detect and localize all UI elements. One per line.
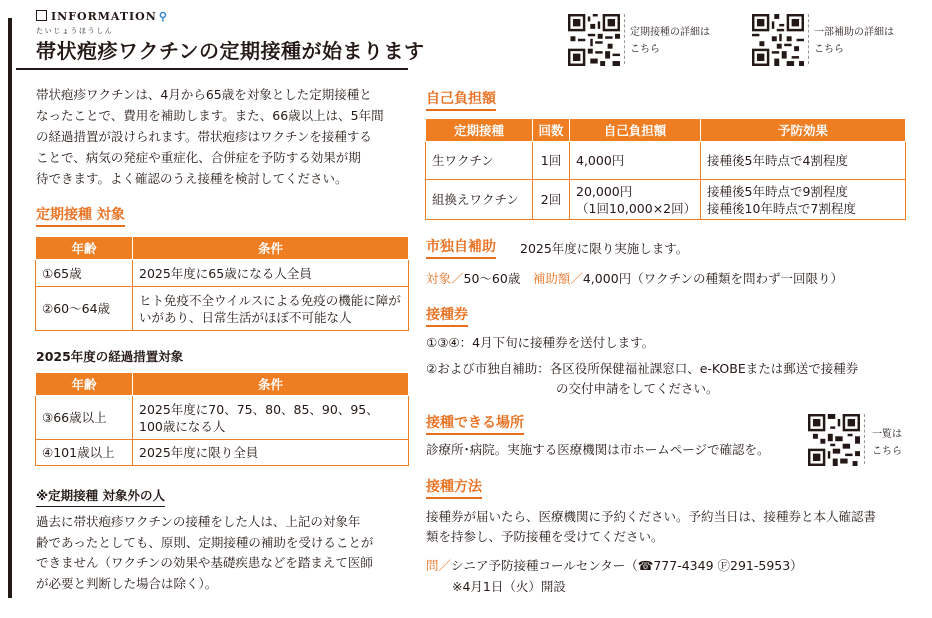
contact-line xyxy=(426,557,803,575)
voucher-line: の交付申請をしてください。 xyxy=(556,381,719,396)
table-header: 条件 xyxy=(133,373,409,396)
section-heading-subsidy: 市独自補助 xyxy=(426,238,496,259)
table-row xyxy=(36,440,409,466)
page-title: 帯状疱疹ワクチンの定期接種が始まります xyxy=(36,39,425,63)
transition-heading: 2025年度の経過措置対象 xyxy=(36,349,184,364)
qr-link-line1: 一部補助の詳細は xyxy=(814,27,894,38)
qr-link-text[interactable] xyxy=(872,426,902,460)
age-cell: ③66歳以上 xyxy=(36,396,133,440)
count-cell: 1回 xyxy=(533,142,570,180)
table-row xyxy=(426,180,906,220)
excluded-text: 過去に帯状疱疹ワクチンの接種をした人は、上記の対象年 齢であったとしても、原則、定期接種の補助を受けることが できません（ワクチンの効果や基礎疾患などを踏まえて医師 が必要と判断した場合は除く）。 xyxy=(36,514,374,591)
age-cell: ②60～64歳 xyxy=(36,287,133,331)
place-text: 診療所･病院。実施する医療機関は市ホームページで確認を。 xyxy=(426,442,770,457)
section-heading-method: 接種方法 xyxy=(426,478,482,499)
table-header: 定期接種 xyxy=(426,119,533,142)
excluded-heading: ※定期接種 対象外の人 xyxy=(36,486,165,507)
table-row xyxy=(426,142,906,180)
qr-link-line1: 一覧は xyxy=(872,429,902,440)
qr-divider xyxy=(808,14,809,64)
table-row xyxy=(36,396,409,440)
contact-note: ※4月1日（火）開設 xyxy=(452,579,566,594)
age-cell: ①65歳 xyxy=(36,260,133,287)
magnifier-icon: ⚲ xyxy=(158,10,168,23)
amount-label: 補助額／ xyxy=(532,271,583,286)
method-line: 類を持参し、予防接種を受けてください。 xyxy=(426,529,664,544)
qr-link-line2: こちら xyxy=(814,44,844,55)
condition-cell: ヒト免疫不全ウイルスによる免疫の機能に障がいがあり、日常生活がほぼ不可能な人 xyxy=(133,287,409,331)
checkbox-icon xyxy=(36,10,47,21)
amount-value: 4,000円（ワクチンの種類を問わず一回限り） xyxy=(582,271,844,286)
qr-code-icon[interactable] xyxy=(808,414,860,466)
effect-cell: 接種後5年時点で9割程度 接種後10年時点で7割程度 xyxy=(701,180,906,220)
vaccine-type-cell: 組換えワクチン xyxy=(426,180,533,220)
vaccine-type-cell: 生ワクチン xyxy=(426,142,533,180)
target-value: 50～60歳 xyxy=(463,271,521,286)
table-header: 年齢 xyxy=(36,237,133,260)
transition-table xyxy=(35,372,409,466)
title-ruby: たいじょうほうしん xyxy=(36,27,114,35)
voucher-line: ②および市独自補助：各区役所保健福祉課窓口、e-KOBEまたは郵送で接種券 xyxy=(426,361,859,376)
table-header: 条件 xyxy=(133,237,409,260)
voucher-line: ①③④：4月下旬に接種券を送付します。 xyxy=(426,335,655,350)
qr-link-line2: こちら xyxy=(872,446,902,457)
count-cell: 2回 xyxy=(533,180,570,220)
section-heading-voucher: 接種券 xyxy=(426,306,468,327)
section-heading-place: 接種できる場所 xyxy=(426,414,524,435)
target-table xyxy=(35,236,409,331)
table-row xyxy=(36,260,409,287)
condition-cell: 2025年度に限り全員 xyxy=(133,440,409,466)
qr-divider xyxy=(624,14,625,64)
subsidy-text: 2025年度に限り実施します。 xyxy=(520,241,689,256)
info-label xyxy=(36,10,168,23)
effect-cell: 接種後5年時点で4割程度 xyxy=(701,142,906,180)
qr-link-line2: こちら xyxy=(630,44,660,55)
qr-code-icon[interactable] xyxy=(568,14,620,66)
contact-text: シニア予防接種コールセンター（☎777-4349 Ⓕ291-5953） xyxy=(451,558,803,573)
method-line: 接種券が届いたら、医療機関に予約ください。予約当日は、接種券と本人確認書 xyxy=(426,509,877,524)
contact-label: 問／ xyxy=(426,558,452,573)
cost-cell: 20,000円 （1回10,000×2回） xyxy=(570,180,701,220)
subsidy-details xyxy=(426,270,843,288)
table-header: 回数 xyxy=(533,119,570,142)
table-header: 予防効果 xyxy=(701,119,906,142)
condition-cell: 2025年度に70、75、80、85、90、95、100歳になる人 xyxy=(133,396,409,440)
table-row xyxy=(36,287,409,331)
target-label: 対象／ xyxy=(426,271,464,286)
section-heading-target: 定期接種 対象 xyxy=(36,206,125,227)
cost-table xyxy=(425,118,906,220)
qr-link-line1: 定期接種の詳細は xyxy=(630,27,710,38)
left-accent-bar xyxy=(8,18,12,598)
title-underline xyxy=(16,68,408,70)
intro-text: 帯状疱疹ワクチンは、4月から65歳を対象とした定期接種と なったことで、費用を補助します。また、66歳以上は、5年間 の経過措置が設けられます。帯状疱疹はワクチンを接種する ことで、病気の発症や重症化、合併症を予防する効果が期 待できます。よく確認のうえ接種を検討してください。 xyxy=(36,87,384,186)
qr-link-text[interactable] xyxy=(630,24,710,58)
cost-cell: 4,000円 xyxy=(570,142,701,180)
table-header: 年齢 xyxy=(36,373,133,396)
qr-code-icon[interactable] xyxy=(752,14,804,66)
qr-divider xyxy=(864,414,865,464)
condition-cell: 2025年度に65歳になる人全員 xyxy=(133,260,409,287)
info-label-text: INFORMATION xyxy=(51,10,157,23)
age-cell: ④101歳以上 xyxy=(36,440,133,466)
qr-link-text[interactable] xyxy=(814,24,894,58)
section-heading-cost: 自己負担額 xyxy=(426,90,496,111)
table-header: 自己負担額 xyxy=(570,119,701,142)
